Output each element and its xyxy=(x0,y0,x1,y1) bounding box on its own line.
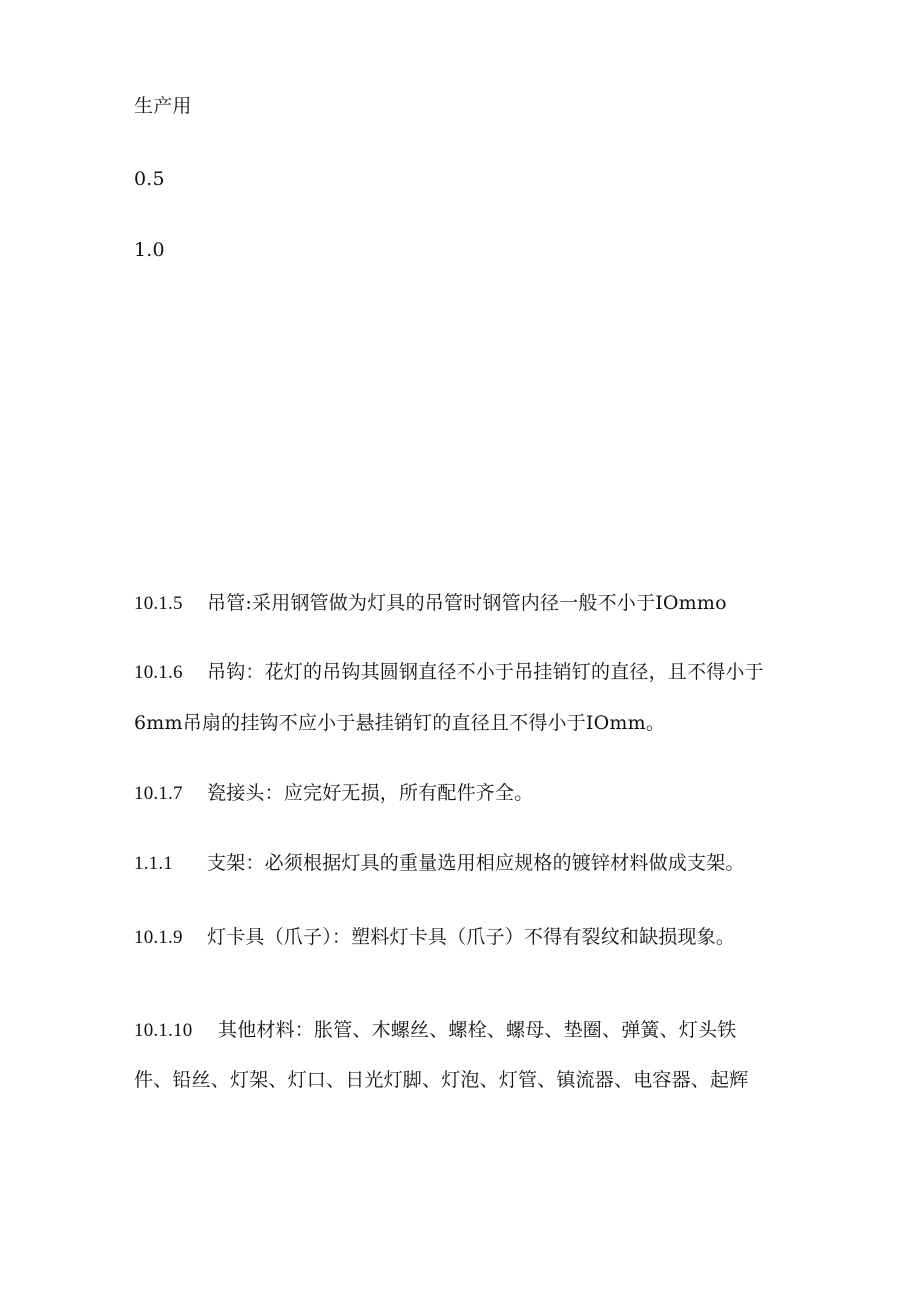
section-number: 10.1.9 xyxy=(134,927,183,948)
section-10-1-6 xyxy=(134,660,764,685)
section-10-1-6-continuation: 6mm吊扇的挂钩不应小于悬挂销钉的直径且不得小于IOmm。 xyxy=(134,712,666,734)
section-10-1-7 xyxy=(134,781,533,806)
section-number: 1.1.1 xyxy=(134,853,173,874)
section-10-1-5 xyxy=(134,591,727,616)
section-1-1-1 xyxy=(134,851,745,876)
section-text: 瓷接头：应完好无损，所有配件齐全。 xyxy=(207,782,534,804)
section-text: 灯卡具（爪子）：塑料灯卡具（爪子）不得有裂纹和缺损现象。 xyxy=(207,926,736,948)
section-text: 支架：必须根据灯具的重量选用相应规格的镀锌材料做成支架。 xyxy=(207,852,745,874)
header-line-value-2: 1.0 xyxy=(134,239,165,261)
section-10-1-10-continuation: 件、铅丝、灯架、灯口、日光灯脚、灯泡、灯管、镇流器、电容器、起辉 xyxy=(134,1069,749,1091)
section-number: 10.1.6 xyxy=(134,662,183,683)
section-10-1-10 xyxy=(134,1018,736,1043)
section-10-1-9 xyxy=(134,925,735,950)
section-number: 10.1.5 xyxy=(134,593,183,614)
section-number: 10.1.10 xyxy=(134,1020,193,1041)
section-text: 其他材料：胀管、木螺丝、螺栓、螺母、垫圈、弹簧、灯头铁 xyxy=(218,1019,737,1041)
section-text: 吊钩：花灯的吊钩其圆钢直径不小于吊挂销钉的直径，且不得小于 xyxy=(207,661,764,683)
header-line-usage: 生产用 xyxy=(134,95,192,117)
section-number: 10.1.7 xyxy=(134,783,183,804)
header-line-value-1: 0.5 xyxy=(134,168,165,190)
section-text: 吊管:采用钢管做为灯具的吊管时钢管内径一般不小于IOmmo xyxy=(207,592,727,614)
